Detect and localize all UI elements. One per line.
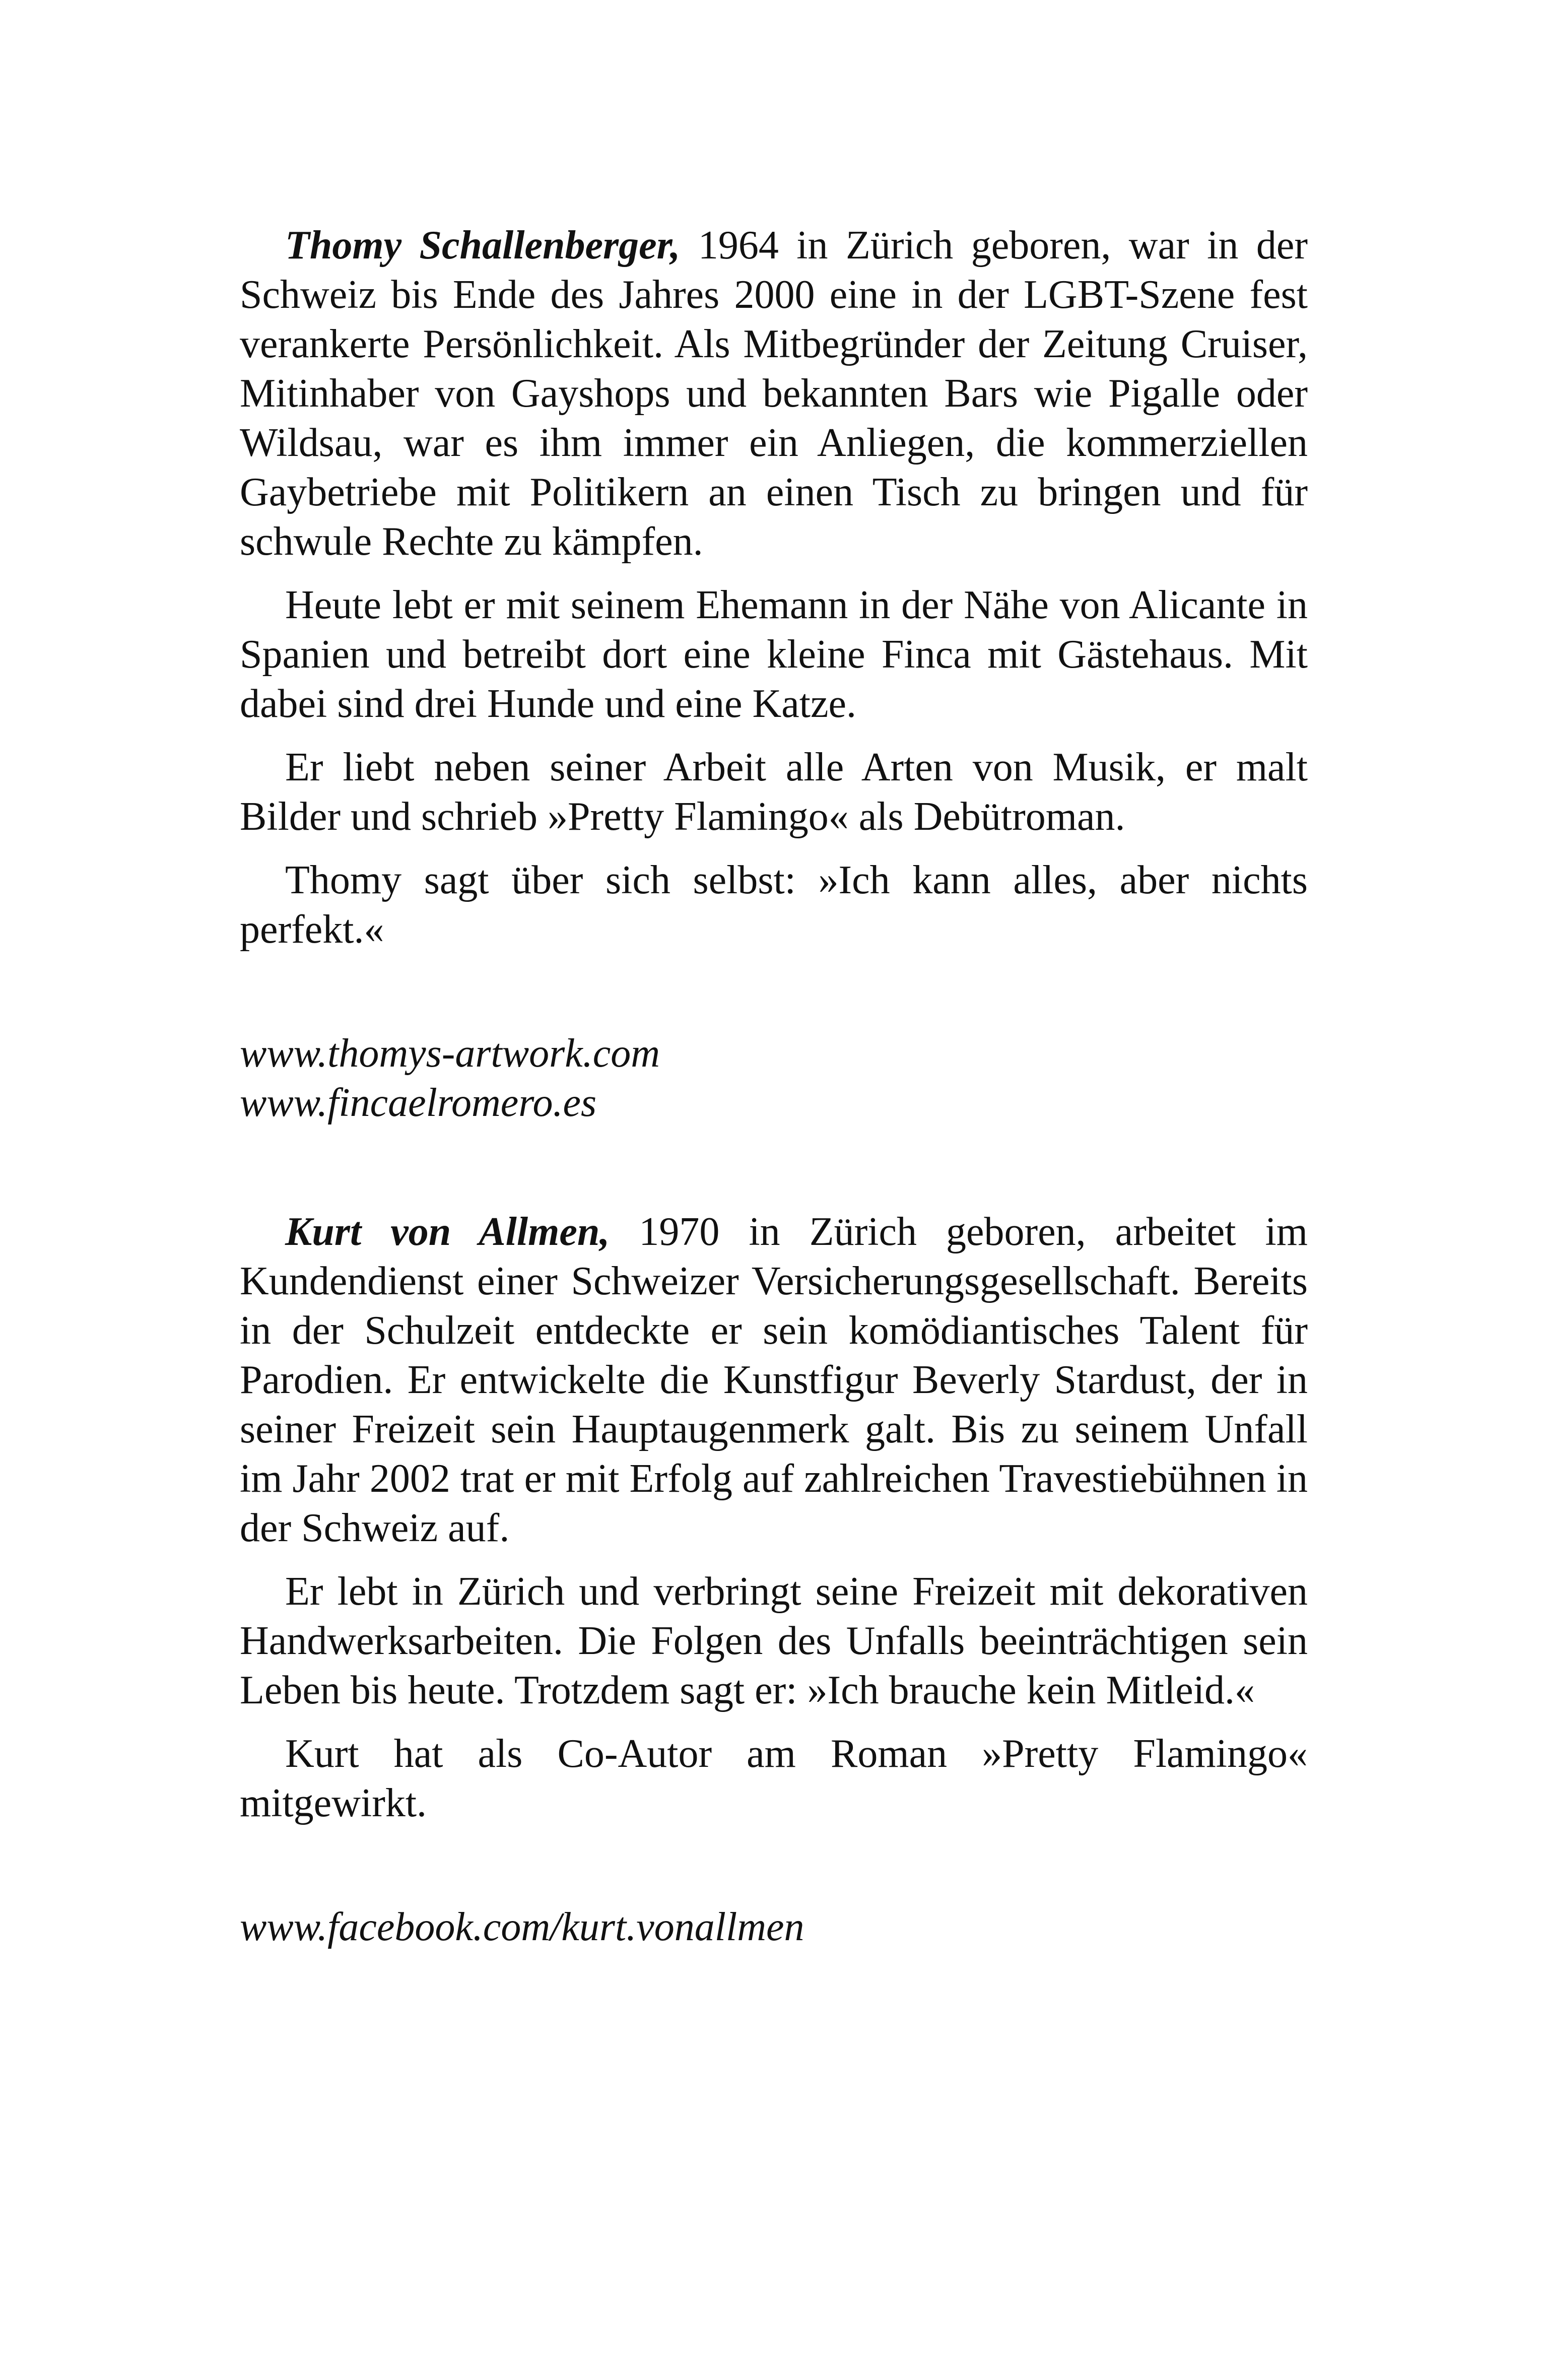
spacer [240,1128,1308,1207]
author-links [240,1029,1308,1128]
bio-paragraph: Er lebt in Zürich und verbringt seine Freizeit mit dekorativen Handwerksarbeiten. Die Folgen des Unfalls beeinträchtigen sein Leben bis heute. Trotzdem sagt er: »Ich brauche kein Mitleid.« [240,1569,1308,1712]
author-links [240,1902,1308,1952]
bio-paragraph [240,1207,1308,1553]
author-bios [240,221,1308,1952]
bio-paragraph: Kurt hat als Co-Autor am Roman »Pretty Flamingo« mitgewirkt. [240,1732,1308,1825]
bio-text: 1964 in Zürich geboren, war in der Schweiz bis Ende des Jahres 2000 eine in der LGBT-Szene fest verankerte Persönlichkeit. Als Mitbegründer der Zeitung Cruiser, Mitinhaber von Gayshops und bekannten Bars wie Pigalle oder Wildsau, war es ihm immer ein Anliegen, die kommerziellen Gaybetriebe mit Politikern an einen Tisch zu bringen und für schwule Rechte zu kämpfen. [240,223,1308,564]
spacer [240,968,1308,1029]
website-link[interactable]: www.thomys-artwork.com [240,1031,660,1076]
author-bio-thomy [240,221,1308,1128]
bio-paragraph: Er liebt neben seiner Arbeit alle Arten von Musik, er malt Bilder und schrieb »Pretty Flamingo« als Debütroman. [240,745,1308,839]
bio-paragraph: Heute lebt er mit seinem Ehemann in der Nähe von Alicante in Spanien und betreibt dort eine kleine Finca mit Gästehaus. Mit dabei sind drei Hunde und eine Katze. [240,583,1308,726]
author-bio-kurt [240,1207,1308,1952]
bio-paragraph [240,221,1308,566]
author-name: Thomy Schallenberger, [285,223,681,268]
website-link[interactable]: www.fincaelromero.es [240,1081,597,1125]
facebook-link[interactable]: www.facebook.com/kurt.vonallmen [240,1905,804,1949]
bio-text: 1970 in Zürich geboren, arbeitet im Kundendienst einer Schweizer Versicherungsgesellschaft. Bereits in der Schulzeit entdeckte er sein komödiantisches Talent für Parodien. Er entwickelte die Kunstfigur Beverly Stardust, der in seiner Freizeit sein Hauptaugenmerk galt. Bis zu seinem Unfall im Jahr 2002 trat er mit Erfolg auf zahlreichen Travestiebühnen in der Schweiz auf. [240,1210,1308,1550]
author-name: Kurt von Allmen, [285,1210,610,1254]
bio-paragraph: Thomy sagt über sich selbst: »Ich kann alles, aber nichts perfekt.« [240,858,1308,952]
spacer [240,1842,1308,1902]
